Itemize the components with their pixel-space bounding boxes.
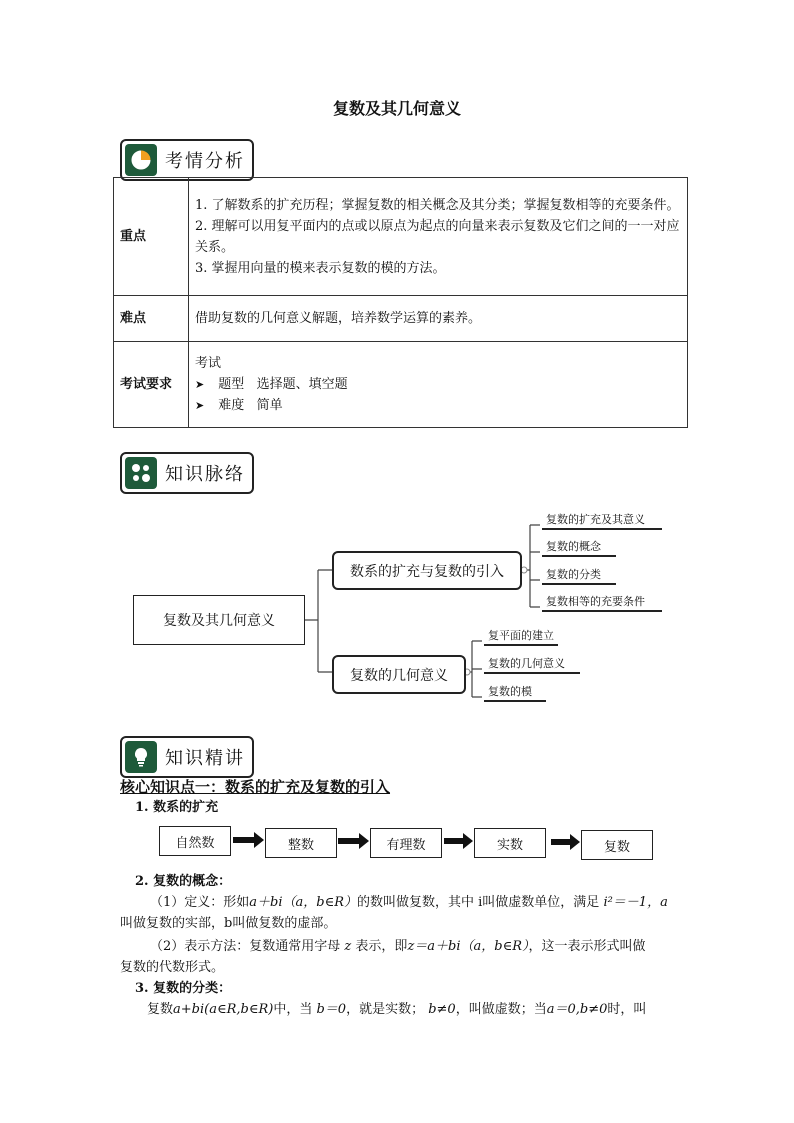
definition-line: 叫做复数的实部，b叫做复数的虚部。 — [120, 916, 337, 931]
math-expr: a＝0,b≠0 — [546, 1002, 608, 1017]
flow-arrow-icon — [233, 837, 255, 843]
item-key: 题型 — [218, 377, 245, 392]
text: 中，当 — [273, 1002, 313, 1017]
text: ，就是实数； — [346, 1002, 425, 1017]
math-expr: i²＝－1，a — [603, 895, 668, 910]
section-label: 知识脉络 — [165, 464, 245, 485]
mindmap-root: 复数及其几何意义 — [133, 595, 305, 645]
core-heading: 核心知识点一：数系的扩充及复数的引入 — [120, 778, 391, 796]
flow-box: 复数 — [581, 830, 653, 860]
flow-box: 整数 — [265, 828, 337, 858]
mindmap-leaf: 复数的概念 — [542, 538, 616, 557]
math-expr: a+bi(a∈R,b∈R) — [173, 1002, 274, 1017]
text: 时，叫 — [607, 1002, 647, 1017]
mindmap-leaf: 复数的模 — [484, 683, 546, 702]
text: ，叫做虚数；当 — [455, 1002, 547, 1017]
subsection-title: 2. 复数的概念： — [135, 874, 232, 889]
math-expr: z＝a＋bi（a，b∈R） — [407, 939, 529, 954]
flow-box: 有理数 — [370, 828, 442, 858]
definition-line — [150, 892, 695, 914]
mindmap-leaf: 复数的扩充及其意义 — [542, 511, 662, 530]
text: 复数 — [147, 1002, 174, 1017]
subsection-title: 1. 数系的扩充 — [135, 800, 219, 815]
lightbulb-icon — [125, 741, 157, 773]
mindmap-branch: 数系的扩充与复数的引入 — [332, 551, 522, 590]
page-title: 复数及其几何意义 — [332, 99, 461, 118]
item-value: 选择题、填空题 — [256, 377, 348, 392]
mindmap-leaf: 复数相等的充要条件 — [542, 593, 662, 612]
item-value: 简单 — [256, 398, 283, 413]
text: 的数叫做复数，其中 i叫做虚数单位，满足 — [357, 895, 600, 910]
mindmap-branch: 复数的几何意义 — [332, 655, 466, 694]
arrow-bullet-icon: ➤ — [195, 378, 205, 391]
representation-line: 复数的代数形式。 — [120, 960, 225, 975]
row-header: 难点 — [114, 296, 189, 342]
text: 表示，即 — [355, 939, 408, 954]
section-header-knowledge-explain — [120, 736, 254, 778]
section-label: 知识精讲 — [165, 748, 245, 769]
flow-box: 自然数 — [159, 826, 231, 856]
row-content: 借助复数的几何意义解题，培养数学运算的素养。 — [189, 296, 688, 342]
math-expr: b＝0 — [316, 1002, 347, 1017]
row-header: 重点 — [114, 178, 189, 296]
section-label: 考情分析 — [165, 151, 245, 172]
text: （1）定义：形如 — [150, 895, 250, 910]
subsection-title: 3. 复数的分类： — [135, 981, 232, 996]
row-header: 考试要求 — [114, 342, 189, 428]
exam-intro: 考试 — [195, 356, 222, 371]
flow-box: 实数 — [474, 828, 546, 858]
flow-arrow-icon — [338, 838, 360, 844]
text: ，这一表示形式叫做 — [528, 939, 646, 954]
mindmap-leaf: 复平面的建立 — [484, 627, 558, 646]
point-line: 3. 掌握用向量的模来表示复数的模的方法。 — [195, 260, 446, 276]
mindmap-leaf: 复数的分类 — [542, 566, 616, 585]
math-expr: b≠0 — [428, 1002, 456, 1017]
point-line: 2. 理解可以用复平面内的点或以原点为起点的向量来表示复数及它们之间的一一对应关系。 — [195, 218, 680, 255]
arrow-bullet-icon: ➤ — [195, 399, 205, 412]
text: （2）表示方法：复数通常用字母 — [150, 939, 341, 954]
item-key: 难度 — [218, 398, 245, 413]
flow-arrow-icon — [444, 838, 464, 844]
math-expr: a＋bi（a，b∈R） — [249, 895, 357, 910]
point-line: 1. 了解数系的扩充历程；掌握复数的相关概念及其分类；掌握复数相等的充要条件。 — [195, 197, 680, 213]
math-expr: z — [344, 939, 352, 954]
classification-line — [147, 999, 646, 1021]
representation-line — [150, 936, 646, 958]
flow-arrow-icon — [551, 839, 571, 845]
mindmap-leaf: 复数的几何意义 — [484, 655, 580, 674]
